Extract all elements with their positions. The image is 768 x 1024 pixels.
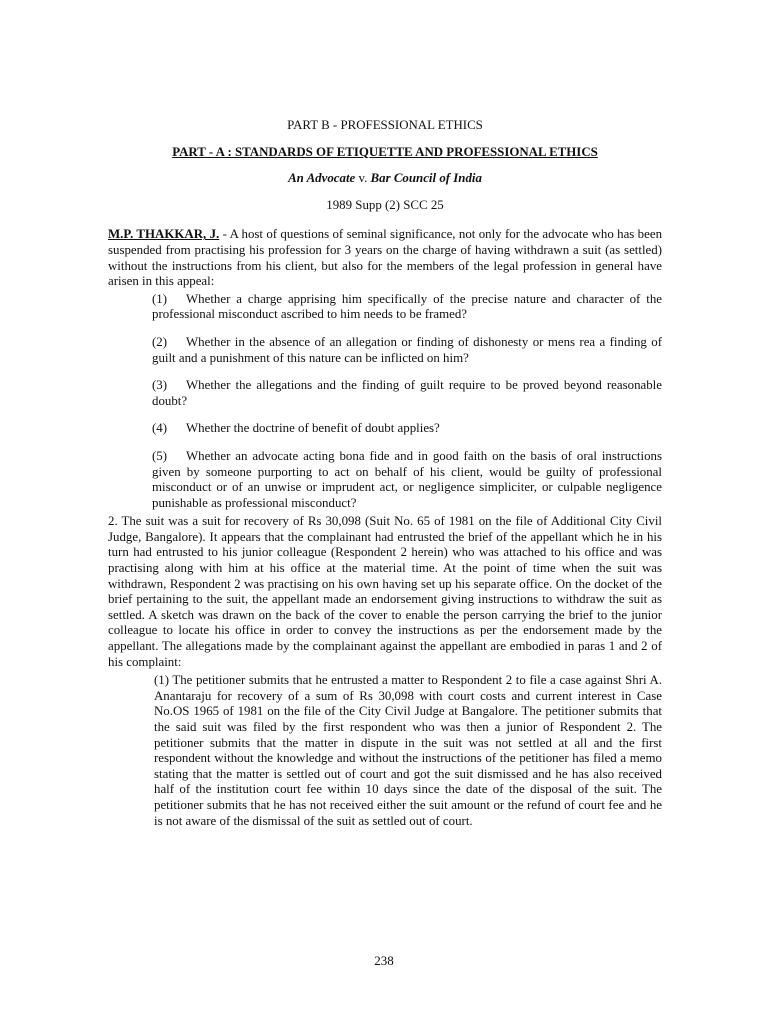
question-text: Whether the allegations and the finding of guilt require to be proved beyond reasonable doubt? — [152, 378, 662, 408]
question-number: (4) — [152, 421, 168, 436]
part-b-heading: PART B - PROFESSIONAL ETHICS — [287, 118, 483, 132]
question-number: (1) — [152, 291, 168, 306]
question-number: (2) — [152, 334, 168, 349]
question-5 — [108, 449, 662, 511]
intro-text: - A host of questions of seminal significance, not only for the advocate who has been suspended from practising his profession for 3 years on the charge of having withdrawn a suit (as settled) without the instructions from his client, but also for the members of the legal profession in general have arisen in this appeal: — [108, 227, 663, 289]
question-number: (3) — [152, 378, 168, 393]
question-3 — [108, 378, 662, 409]
paragraph-2: 2. The suit was a suit for recovery of Rs 30,098 (Suit No. 65 of 1981 on the file of Additional City Civil Judge, Bangalore). It appears that the complainant had entrusted the brief of the appellant which he in his turn had entrusted to his junior colleague (Respondent 2 herein) who was attached to his office and was practising along with him at his office at the material time. At the point of time when the suit was withdrawn, Respondent 2 was practising on his own having set up his separate office. On the docket of the brief pertaining to the suit, the appellant made an endorsement giving instructions to withdraw the suit as settled. A sketch was drawn on the back of the cover to enable the person carrying the brief to the junior colleague to locate his office in order to convey the instructions as per the endorsement made by the appellant. The allegations made by the complainant against the appellant are embodied in paras 1 and 2 of his complaint: — [108, 514, 662, 669]
case-party-2: Bar Council of India — [370, 171, 482, 186]
question-1 — [108, 292, 662, 323]
question-text: Whether an advocate acting bona fide and in good faith on the basis of oral instructions given by someone purporting to act on behalf of his client, would be guilty of professional misconduct or of an unwise or imprudent act, or negligence simpliciter, or culpable negligence punishable as professional misconduct? — [152, 448, 662, 510]
case-versus: v. — [355, 171, 371, 186]
question-4 — [108, 421, 662, 437]
case-citation: 1989 Supp (2) SCC 25 — [326, 197, 444, 212]
question-number: (5) — [152, 448, 168, 463]
complaint-paragraph-1: (1) The petitioner submits that he entrusted a matter to Respondent 2 to file a case against Shri A. Anantaraju for recovery of a sum of Rs 30,098 with court costs and current interest in Case No.OS 1965 of 1981 on the file of the City Civil Judge at Bangalore. The petitioner submits that the said suit was filed by the first respondent who was then a junior of Respondent 2. The petitioner submits that the matter in dispute in the suit was not settled at all and the first respondent without the knowledge and without the instructions of the petitioner has filed a memo stating that the matter is settled out of court and got the suit dismissed and he has also received half of the institution court fee within 10 days since the date of the disposal of the suit. The petitioner submits that he has not received either the suit amount or the refund of court fee and he is not aware of the dismissal of the suit as settled out of court. — [154, 673, 662, 828]
page-number: 238 — [374, 953, 394, 968]
case-party-1: An Advocate — [288, 171, 356, 186]
complaint-quote — [108, 673, 662, 829]
question-text: Whether in the absence of an allegation or finding of dishonesty or mens rea a finding of guilt and a punishment of this nature can be inflicted on him? — [152, 334, 662, 365]
document-body — [108, 118, 662, 829]
question-text: Whether the doctrine of benefit of doubt applies? — [186, 421, 440, 436]
intro-paragraph — [108, 227, 662, 289]
question-2 — [108, 335, 662, 366]
case-title — [108, 171, 662, 187]
judge-name: M.P. THAKKAR, J. — [108, 227, 220, 242]
question-text: Whether a charge apprising him specifically of the precise nature and character of the professional misconduct ascribed to him needs to be framed? — [152, 291, 662, 322]
part-a-title: PART - A : STANDARDS OF ETIQUETTE AND PROFESSIONAL ETHICS — [172, 144, 598, 159]
